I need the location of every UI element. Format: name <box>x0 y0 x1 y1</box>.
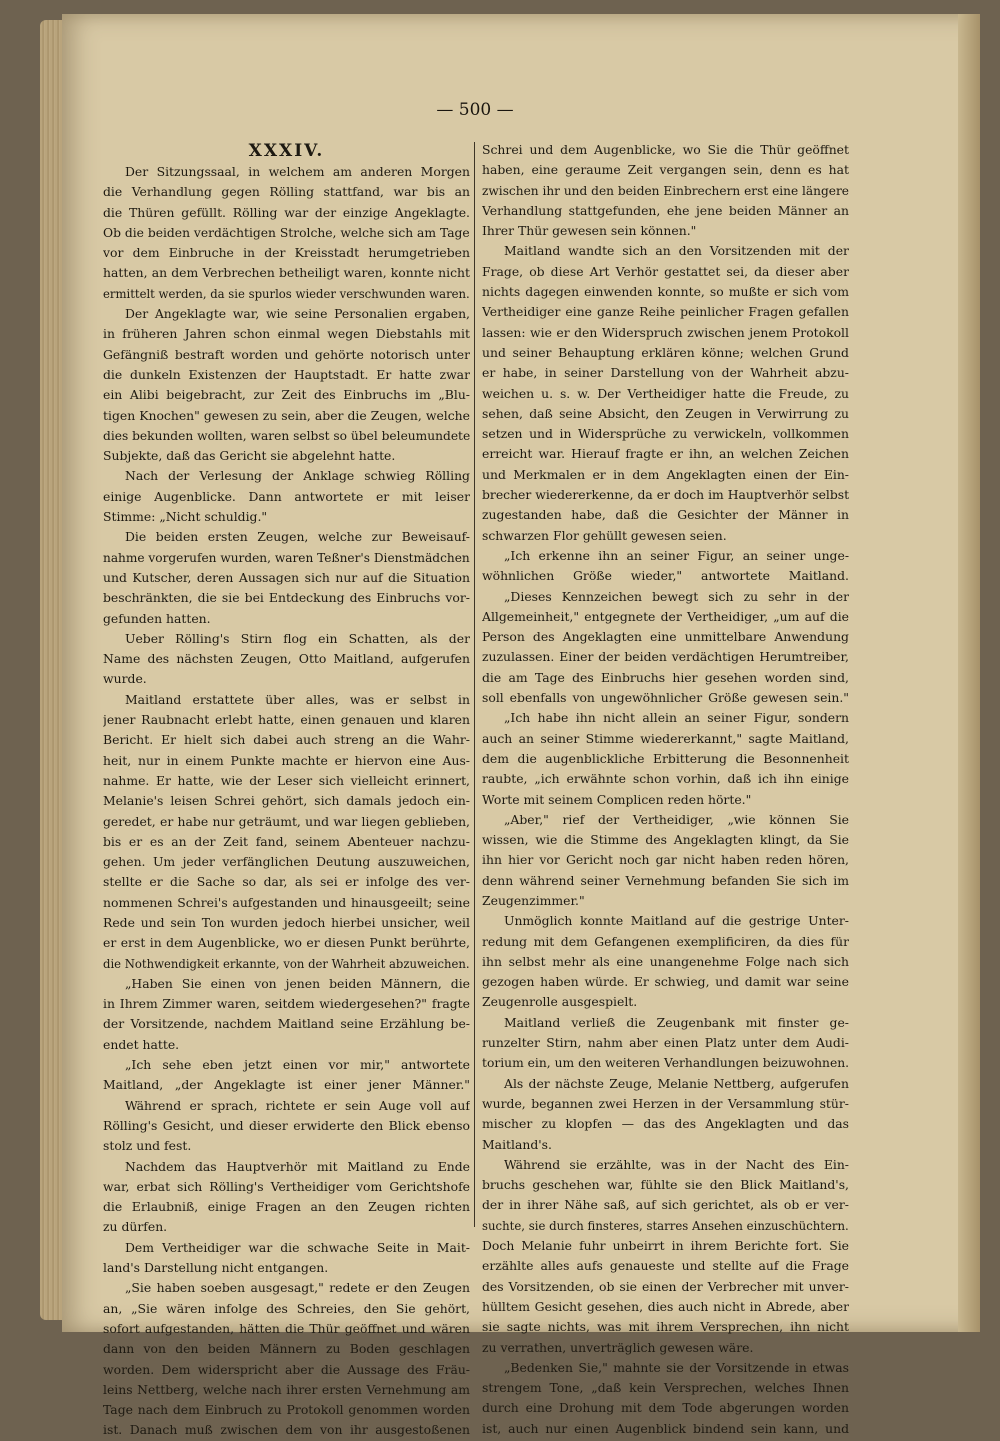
text-line: Gefängniß bestraft worden und gehörte notorisch unter <box>103 346 470 362</box>
left-column-text <box>103 162 470 1441</box>
text-line: geredet, er habe nur geträumt, und war liegen geblieben, <box>103 813 470 829</box>
text-line: die Verhandlung gegen Rölling stattfand, war bis an <box>103 184 470 200</box>
text-line: in Ihrem Zimmer waren, seitdem wiedergesehen?" fragte <box>103 996 470 1012</box>
text-line: ihn selbst mehr als eine unangenehme Folge nach sich <box>482 953 849 969</box>
text-line: nommenen Schrei's aufgestanden und hinausgeeilt; seine <box>103 894 470 910</box>
text-line: an, „Sie wären infolge des Schreies, den Sie gehört, <box>103 1300 470 1316</box>
text-line: suchte, sie durch finsteres, starres Ansehen einzuschüchtern. <box>482 1218 849 1233</box>
text-line: zu dürfen. <box>103 1219 168 1235</box>
text-line: in früheren Jahren schon einmal wegen Diebstahls mit <box>103 326 470 342</box>
page-number: — 500 — <box>436 100 514 120</box>
text-line: Der Angeklagte war, wie seine Personalien ergaben, <box>125 306 470 322</box>
text-line: Ihrer Thür gewesen sein können." <box>482 223 697 239</box>
text-line: Melanie's leisen Schrei gehört, sich damals jedoch ein- <box>103 793 470 809</box>
text-line: dann von den beiden Männern zu Boden geschlagen <box>103 1341 470 1357</box>
text-line: sehen, daß seine Absicht, den Zeugen in Verwirrung zu <box>482 405 849 421</box>
text-line: Tage nach dem Einbruch zu Protokoll genommen worden <box>103 1402 470 1418</box>
text-line: nichts dagegen einwenden konnte, so mußte er sich vom <box>482 284 849 300</box>
text-line: Ueber Rölling's Stirn flog ein Schatten, als der <box>125 630 470 646</box>
text-line: brecher wiedererkenne, da er doch im Hauptverhör selbst <box>482 488 849 503</box>
text-line: er erst in dem Augenblicke, wo er diesen Punkt berührte, <box>103 935 470 951</box>
text-line: lassen: wie er den Widerspruch zwischen jenem Protokoll <box>482 324 849 340</box>
text-line: Zeugenzimmer." <box>482 892 585 908</box>
text-line: Unmöglich konnte Maitland auf die gestrige Unter- <box>504 913 849 929</box>
text-line: „Ich habe ihn nicht allein an seiner Figur, sondern <box>504 710 849 726</box>
text-line: erzählte alles aufs genaueste und stellte auf die Frage <box>482 1258 849 1274</box>
text-line: wissen, wie die Stimme des Angeklagten klingt, da Sie <box>482 832 849 848</box>
right-column-text <box>482 140 849 1439</box>
text-line: hülltem Gesicht gesehen, dies auch nicht in Abrede, aber <box>482 1298 849 1314</box>
text-line: Während er sprach, richtete er sein Auge voll auf <box>125 1097 470 1113</box>
text-line: redung mit dem Gefangenen exemplificiren, da dies für <box>482 933 849 949</box>
text-line: endet hatte. <box>103 1036 180 1052</box>
text-line: Dem Vertheidiger war die schwache Seite in Mait- <box>125 1239 470 1255</box>
text-line: und seiner Behauptung erklären könne; welchen Grund <box>482 344 849 360</box>
text-line: Nach der Verlesung der Anklage schwieg Rölling <box>125 468 470 484</box>
text-line: und Kutscher, deren Aussagen sich nur auf die Situation <box>103 569 470 585</box>
text-line: leins Nettberg, welche nach ihrer ersten Vernehmung am <box>103 1381 470 1397</box>
text-line: Subjekte, daß das Gericht sie abgelehnt hatte. <box>103 448 396 464</box>
text-line: raubte, „ich erwähnte schon vorhin, daß ich ihn einige <box>482 771 849 787</box>
text-line: Der Sitzungssaal, in welchem am anderen Morgen <box>125 164 470 179</box>
text-line: gezogen haben würde. Er schwieg, und damit war seine <box>482 974 849 990</box>
text-line: Frage, ob diese Art Verhör gestattet sei, da dieser aber <box>482 263 849 279</box>
text-line: stellte er die Sache so dar, als sei er infolge des ver- <box>103 874 470 890</box>
text-line: Maitland, „der Angeklagte ist einer jener Männer." <box>103 1077 470 1093</box>
text-line: Zeugenrolle ausgespielt. <box>482 994 638 1010</box>
text-line: „Dieses Kennzeichen bewegt sich zu sehr in der <box>504 588 849 604</box>
text-line: beschränkten, die sie bei Entdeckung des Einbruchs vor- <box>103 590 470 606</box>
text-line: gehen. Um jeder verfänglichen Deutung auszuweichen, <box>103 854 470 870</box>
text-line: ist, auch nur einen Augenblick bindend sein kann, und <box>482 1420 849 1436</box>
text-line: ihn hier vor Gericht noch gar nicht haben reden hören, <box>482 852 849 868</box>
text-line: schwarzen Flor gehüllt gewesen seien. <box>482 527 727 543</box>
text-line: Worte mit seinem Complicen reden hörte." <box>482 791 752 807</box>
page-gutter <box>958 14 980 1332</box>
text-line: vor dem Einbruche in der Kreisstadt herumgetrieben <box>103 245 470 261</box>
text-line: Maitland's. <box>482 1136 552 1152</box>
text-line: „Ich erkenne ihn an seiner Figur, an seiner unge- <box>504 547 849 563</box>
text-line: Nachdem das Hauptverhör mit Maitland zu Ende <box>125 1158 470 1174</box>
text-line: ein Alibi beigebracht, zur Zeit des Einbruchs im „Blu- <box>103 387 470 403</box>
text-line: mischer zu klopfen — das des Angeklagten und das <box>482 1116 849 1132</box>
text-line: zwischen ihr und den beiden Einbrechern erst eine längere <box>482 183 849 198</box>
text-line: strengem Tone, „daß kein Versprechen, welches Ihnen <box>482 1380 849 1396</box>
text-line: die dunkeln Existenzen der Hauptstadt. Er hatte zwar <box>103 366 470 382</box>
text-line: Verhandlung stattgefunden, ehe jene beiden Männer an <box>482 202 849 218</box>
text-line: Rede und sein Ton wurden jedoch hierbei unsicher, weil <box>103 914 470 930</box>
text-line: die am Tage des Einbruchs hier gesehen worden sind, <box>482 669 849 685</box>
text-line: stolz und fest. <box>103 1138 192 1154</box>
text-line: haben, eine geraume Zeit vergangen sein, denn es hat <box>482 162 849 178</box>
text-line: und Merkmalen er in dem Angeklagten einen der Ein- <box>482 466 849 482</box>
text-line: „Bedenken Sie," mahnte sie der Vorsitzende in etwas <box>504 1359 849 1375</box>
text-line: Person des Angeklagten eine unmittelbare Anwendung <box>482 629 849 645</box>
text-line: setzen und in Widersprüche zu verwickeln, vollkommen <box>482 426 849 442</box>
text-line: jener Raubnacht erlebt hatte, einen genauen und klaren <box>103 712 470 728</box>
text-line: nahme vorgerufen wurden, waren Teßner's Dienstmädchen <box>103 550 470 565</box>
text-line: runzelter Stirn, nahm aber einen Platz unter dem Audi- <box>482 1035 849 1051</box>
text-line: Die beiden ersten Zeugen, welche zur Beweisauf- <box>125 529 470 545</box>
text-line: heit, nur in einem Punkte machte er hiervon eine Aus- <box>103 752 470 768</box>
text-line: worden. Dem widerspricht aber die Aussage des Fräu- <box>103 1361 470 1377</box>
text-line: Stimme: „Nicht schuldig." <box>103 509 268 525</box>
text-line: wurde. <box>103 671 147 687</box>
text-line: Ob die beiden verdächtigen Strolche, welche sich am Tage <box>103 225 470 240</box>
text-line: die Erlaubniß, einige Fragen an den Zeugen richten <box>103 1199 470 1215</box>
text-line: Während sie erzählte, was in der Nacht des Ein- <box>504 1156 849 1172</box>
text-line: der in ihrer Nähe saß, auf sich gerichtet, als ob er ver- <box>482 1197 849 1213</box>
text-line: nahme. Er hatte, wie der Leser sich vielleicht erinnert, <box>103 772 470 788</box>
left-column <box>103 140 470 1441</box>
text-line: erreicht war. Hierauf fragte er ihn, an welchen Zeichen <box>482 446 849 462</box>
text-line: war, erbat sich Rölling's Vertheidiger vom Gerichtshofe <box>103 1178 470 1194</box>
text-line: ist. Danach muß zwischen dem von ihr ausgestoßenen <box>103 1422 470 1438</box>
text-line: Als der nächste Zeuge, Melanie Nettberg, aufgerufen <box>504 1075 849 1091</box>
text-line: Rölling's Gesicht, und dieser erwiderte den Blick ebenso <box>103 1117 470 1133</box>
text-line: er habe, in seiner Darstellung von der Wahrheit abzu- <box>482 365 849 381</box>
text-line: „Haben Sie einen von jenen beiden Männern, die <box>125 975 470 991</box>
text-line: Maitland wandte sich an den Vorsitzenden mit der <box>504 243 849 259</box>
text-line: der Vorsitzende, nachdem Maitland seine Erzählung be- <box>103 1016 470 1032</box>
text-line: dem die augenblickliche Erbitterung die Besonnenheit <box>482 750 849 766</box>
text-line: bis er es an der Zeit fand, seinem Abenteuer nachzu- <box>103 833 470 849</box>
text-line: hatten, an dem Verbrechen betheiligt waren, konnte nicht <box>103 265 470 281</box>
text-line: wurde, begannen zwei Herzen in der Versammlung stür- <box>482 1095 849 1111</box>
text-line: die Nothwendigkeit erkannte, von der Wahrheit abzuweichen. <box>103 956 470 971</box>
text-line: Name des nächsten Zeugen, Otto Maitland, aufgerufen <box>103 651 470 667</box>
text-line: sie sagte nichts, was mit ihrem Versprechen, ihn nicht <box>482 1319 849 1335</box>
text-line: wöhnlichen Größe wieder," antwortete Maitland. <box>482 568 849 584</box>
text-line: denn während seiner Vernehmung befanden Sie sich im <box>482 872 849 888</box>
text-line: einige Augenblicke. Dann antwortete er mit leiser <box>103 488 470 504</box>
right-column <box>482 140 849 1439</box>
text-line: ermittelt werden, da sie spurlos wieder verschwunden waren. <box>103 286 470 301</box>
text-line: die Thüren gefüllt. Rölling war der einzige Angeklagte. <box>103 204 470 220</box>
text-line: zugestanden habe, daß die Gesichter der Männer in <box>482 507 849 523</box>
text-line: soll ebenfalls von ungewöhnlicher Größe gewesen sein." <box>482 690 849 706</box>
text-line: torium ein, um den weiteren Verhandlungen beizuwohnen. <box>482 1056 849 1071</box>
column-divider <box>474 142 475 1227</box>
text-line: land's Darstellung nicht entgangen. <box>103 1260 329 1276</box>
chapter-title: XXXIV. <box>248 141 325 161</box>
text-line: Allgemeinheit," entgegnete der Vertheidiger, „um auf die <box>482 608 849 624</box>
text-line: „Ich sehe eben jetzt einen vor mir," antwortete <box>125 1057 470 1073</box>
text-line: Maitland verließ die Zeugenbank mit finster ge- <box>504 1014 849 1030</box>
text-line: bruchs geschehen war, fühlte sie den Blick Maitland's, <box>482 1177 849 1193</box>
text-line: des Vorsitzenden, ob sie einen der Verbrecher mit unver- <box>482 1278 849 1294</box>
text-line: Bericht. Er hielt sich dabei auch streng an die Wahr- <box>103 732 470 748</box>
text-line: tigen Knochen" gewesen zu sein, aber die Zeugen, welche <box>103 407 470 423</box>
text-line: zu verrathen, unverträglich gewesen wäre. <box>482 1339 754 1355</box>
text-line: gefunden hatten. <box>103 610 211 626</box>
text-line: „Aber," rief der Vertheidiger, „wie können Sie <box>504 811 849 827</box>
text-line: durch eine Drohung mit dem Tode abgerungen worden <box>482 1400 849 1416</box>
text-line: weichen u. s. w. Der Vertheidiger hatte die Freude, zu <box>482 385 849 401</box>
text-line: „Sie haben soeben ausgesagt," redete er den Zeugen <box>125 1280 470 1296</box>
text-line: zuzulassen. Einer der beiden verdächtigen Herumtreiber, <box>482 649 849 665</box>
text-line: Doch Melanie fuhr unbeirrt in ihrem Berichte fort. Sie <box>482 1238 849 1254</box>
text-line: dies bekunden wollten, waren selbst so übel beleumundete <box>103 428 470 443</box>
text-line: Vertheidiger eine ganze Reihe peinlicher Fragen gefallen <box>482 304 849 320</box>
text-line: auch an seiner Stimme wiedererkannt," sagte Maitland, <box>482 730 849 746</box>
text-line: Schrei und dem Augenblicke, wo Sie die Thür geöffnet <box>482 142 849 157</box>
text-line: Maitland erstattete über alles, was er selbst in <box>125 691 470 707</box>
text-line: sofort aufgestanden, hätten die Thür geöffnet und wären <box>103 1320 470 1336</box>
